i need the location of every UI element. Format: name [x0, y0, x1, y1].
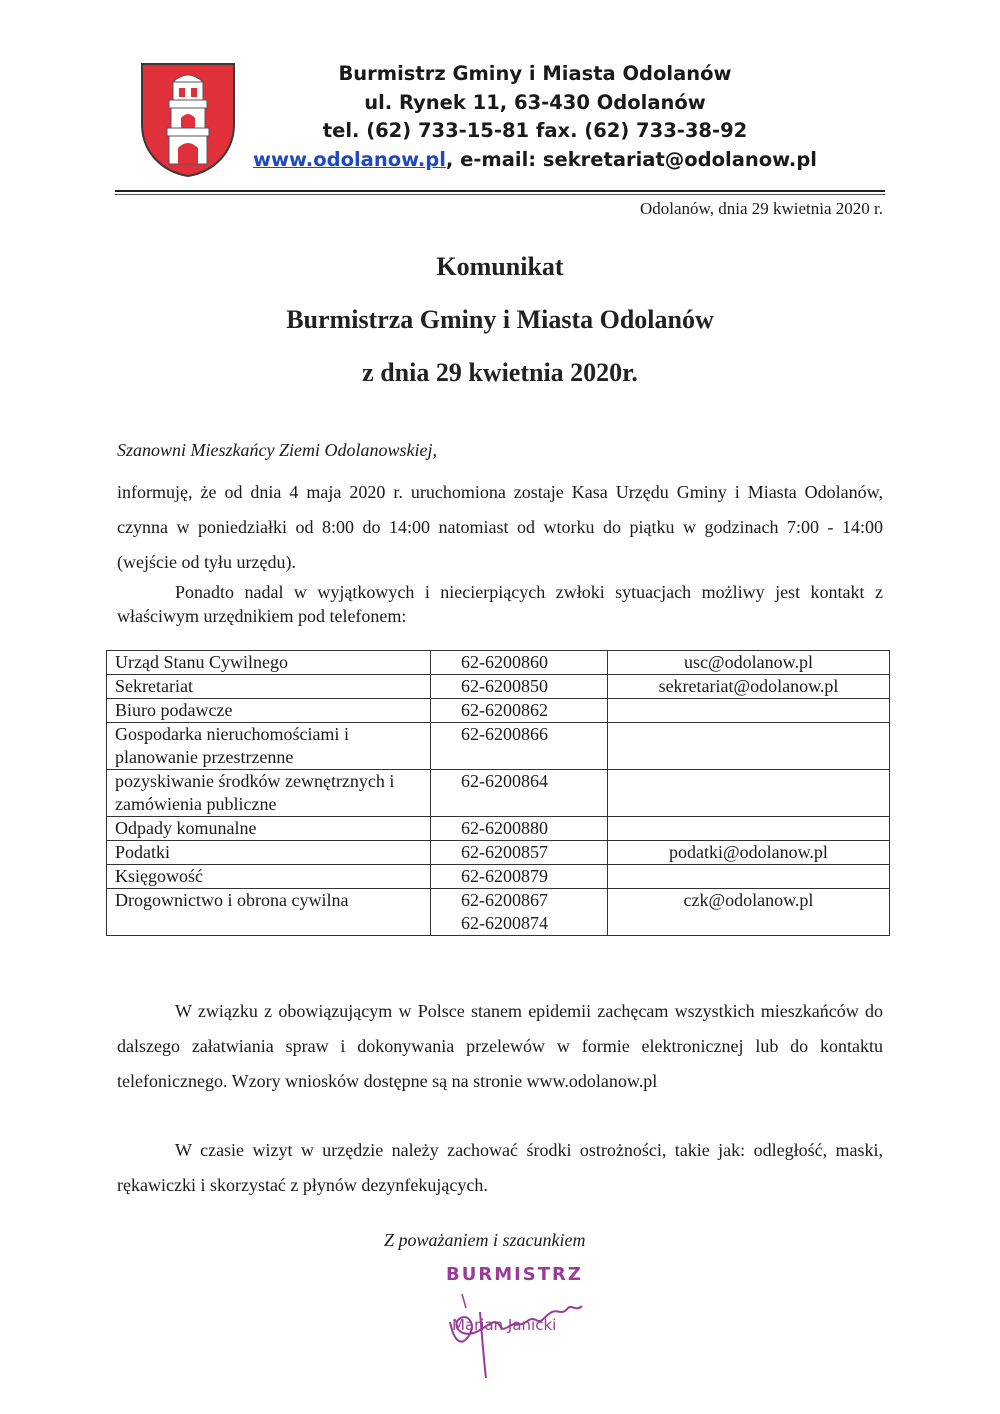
email-cell: podatki@odolanow.pl [608, 841, 890, 865]
table-row [107, 770, 890, 817]
phone-cell: 62-6200880 [431, 817, 608, 841]
letterhead-address: ul. Rynek 11, 63-430 Odolanów [364, 90, 706, 114]
phone-cell: 62-6200864 [431, 770, 608, 817]
paragraph-contact-intro: Ponadto nadal w wyjątkowych i niecierpiących zwłoki sytuacjach możliwy jest kontakt z właściwym urzędnikiem pod telefonem: [117, 582, 883, 626]
department-cell: Odpady komunalne [107, 817, 431, 841]
header-rule-thin [115, 194, 885, 195]
letterhead-web-email [250, 146, 820, 175]
closing-salutation: Z poważaniem i szacunkiem [384, 1230, 586, 1250]
table-row [107, 675, 890, 699]
phone-cell: 62-6200857 [431, 841, 608, 865]
email-cell [608, 817, 890, 841]
department-cell: Podatki [107, 841, 431, 865]
phone-cell: 62-6200867 62-6200874 [431, 889, 608, 936]
stamp-title: BURMISTRZ [446, 1264, 583, 1285]
letterhead-phone-fax: tel. (62) 733-15-81 fax. (62) 733-38-92 [322, 119, 748, 142]
paragraph-cashier-hours: informuję, że od dnia 4 maja 2020 r. uruchomiona zostaje Kasa Urzędu Gminy i Miasta Odolanów, czynna w poniedziałki od 8:00 do 14:00 natomiast od wtorku do piątku w godzinach 7:00 - 14:00 (wejście od tyłu urzędu). [117, 482, 883, 572]
table-row [107, 889, 890, 936]
table-row [107, 651, 890, 675]
phone-cell: 62-6200850 [431, 675, 608, 699]
document-subtitle: Burmistrza Gminy i Miasta Odolanów [286, 305, 714, 334]
website-link[interactable]: www.odolanow.pl [253, 147, 446, 171]
email-cell: sekretariat@odolanow.pl [608, 675, 890, 699]
table-row [107, 699, 890, 723]
email-cell: usc@odolanow.pl [608, 651, 890, 675]
phone-cell: 62-6200860 [431, 651, 608, 675]
header-rule [115, 190, 885, 192]
email-cell [608, 865, 890, 889]
table-row [107, 817, 890, 841]
department-cell: Biuro podawcze [107, 699, 431, 723]
department-cell: Księgowość [107, 865, 431, 889]
contacts-table [106, 650, 890, 936]
paragraph-epidemic-notice: W związku z obowiązującym w Polsce stanem epidemii zachęcam wszystkich mieszkańców do dalszego załatwiania spraw i dokonywania przelewów w formie elektronicznej lub do kontaktu telefonicznego. Wzory wniosków dostępne są na stronie www.odolanow.pl [117, 1001, 883, 1091]
document-title: Komunikat [436, 252, 564, 281]
coat-of-arms-crest-icon [140, 62, 236, 178]
table-row [107, 723, 890, 770]
table-row [107, 865, 890, 889]
phone-cell: 62-6200866 [431, 723, 608, 770]
letterhead-email: , e-mail: sekretariat@odolanow.pl [445, 147, 817, 171]
letterhead [250, 60, 820, 174]
phone-cell: 62-6200879 [431, 865, 608, 889]
greeting: Szanowni Mieszkańcy Ziemi Odolanowskiej, [117, 440, 437, 460]
date-line: Odolanów, dnia 29 kwietnia 2020 r. [640, 199, 883, 218]
department-cell: Gospodarka nieruchomościami i planowanie przestrzenne [107, 723, 431, 770]
table-row [107, 841, 890, 865]
department-cell: Drogownictwo i obrona cywilna [107, 889, 431, 936]
email-cell [608, 723, 890, 770]
department-cell: pozyskiwanie środków zewnętrznych i zamówienia publiczne [107, 770, 431, 817]
department-cell: Sekretariat [107, 675, 431, 699]
department-cell: Urząd Stanu Cywilnego [107, 651, 431, 675]
email-cell [608, 699, 890, 723]
handwritten-signature [440, 1282, 600, 1382]
letterhead-office-name: Burmistrz Gminy i Miasta Odolanów [338, 62, 732, 85]
document-date-title: z dnia 29 kwietnia 2020r. [362, 358, 638, 387]
email-cell: czk@odolanow.pl [608, 889, 890, 936]
paragraph-precautions: W czasie wizyt w urzędzie należy zachować środki ostrożności, takie jak: odległość, maski, rękawiczki i skorzystać z płynów dezynfekujących. [117, 1140, 883, 1195]
email-cell [608, 770, 890, 817]
phone-cell: 62-6200862 [431, 699, 608, 723]
stamp-name: Marian Janicki [452, 1316, 557, 1334]
